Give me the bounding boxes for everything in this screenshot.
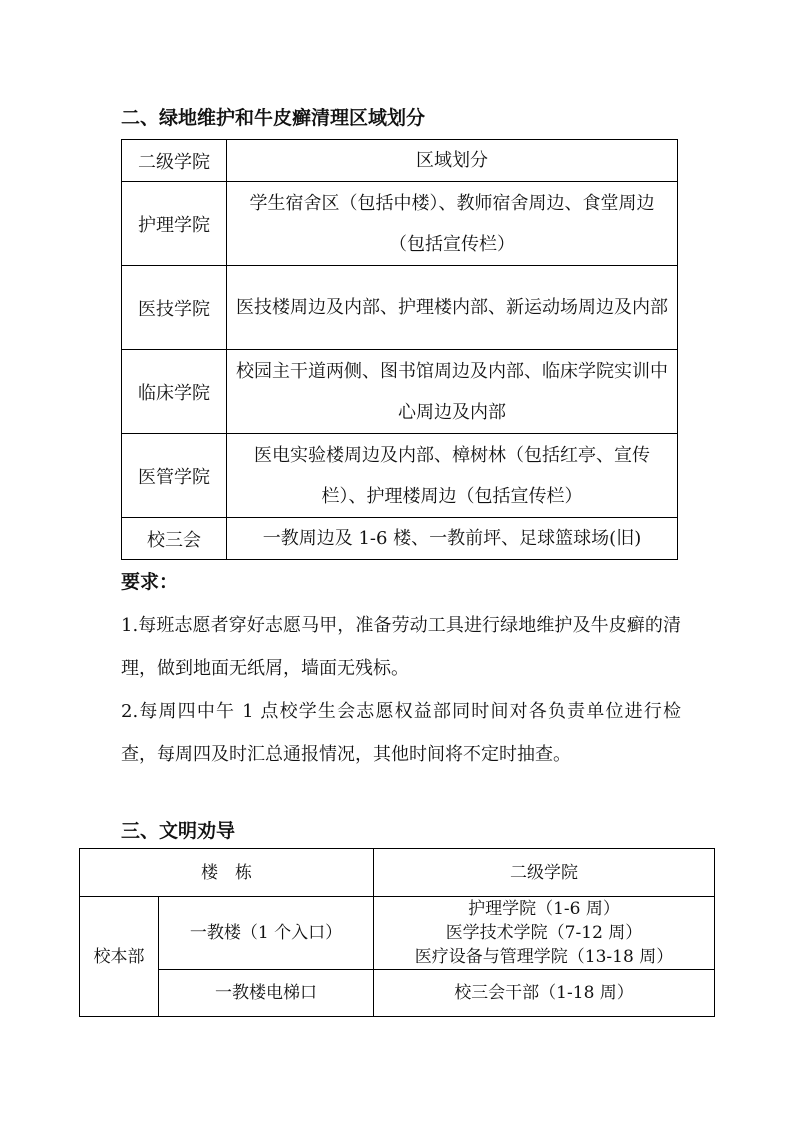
building-cell: 一教楼（1 个入口）	[159, 897, 374, 970]
table-row	[122, 182, 678, 266]
table-row	[80, 970, 715, 1017]
college-cell: 临床学院	[122, 350, 227, 434]
college-line: 医疗设备与管理学院（13-18 周）	[414, 947, 674, 967]
requirements-title: 要求：	[121, 571, 179, 593]
area-cell: 一教周边及 1-6 楼、一教前坪、足球篮球场(旧)	[227, 518, 678, 560]
table-row	[80, 897, 715, 970]
header-college: 二级学院	[374, 849, 715, 897]
table-header-row	[122, 140, 678, 182]
table-row	[122, 350, 678, 434]
college-cell: 医管学院	[122, 434, 227, 518]
college-line: 护理学院（1-6 周）	[468, 899, 620, 919]
table-row	[122, 434, 678, 518]
area-cell: 校园主干道两侧、图书馆周边及内部、临床学院实训中心周边及内部	[227, 350, 678, 434]
table-header-row	[80, 849, 715, 897]
college-line: 医学技术学院（7-12 周）	[445, 923, 643, 943]
campus-cell: 校本部	[80, 897, 159, 1017]
table-row	[122, 266, 678, 350]
header-building: 楼 栋	[80, 849, 374, 897]
colleges-cell	[374, 897, 715, 970]
section-3-title: 三、文明劝导	[121, 820, 236, 842]
area-cell: 医技楼周边及内部、护理楼内部、新运动场周边及内部	[227, 266, 678, 350]
college-cell: 医技学院	[122, 266, 227, 350]
header-college: 二级学院	[122, 140, 227, 182]
area-division-table	[121, 139, 678, 560]
college-cell: 护理学院	[122, 182, 227, 266]
colleges-cell	[374, 970, 715, 1017]
college-cell: 校三会	[122, 518, 227, 560]
requirement-item: 1.每班志愿者穿好志愿马甲，准备劳动工具进行绿地维护及牛皮癣的清理，做到地面无纸屑，墙面无残标。	[121, 615, 681, 679]
table-row	[122, 518, 678, 560]
area-cell: 医电实验楼周边及内部、樟树林（包括红亭、宣传栏）、护理楼周边（包括宣传栏）	[227, 434, 678, 518]
requirement-item: 2.每周四中午 1 点校学生会志愿权益部同时间对各负责单位进行检查，每周四及时汇总通报情况，其他时间将不定时抽查。	[121, 701, 681, 765]
building-cell: 一教楼电梯口	[159, 970, 374, 1017]
college-line: 校三会干部（1-18 周）	[454, 983, 634, 1003]
section-2-title: 二、绿地维护和牛皮癣清理区域划分	[121, 107, 426, 129]
civility-guidance-table	[79, 848, 715, 1017]
header-area: 区域划分	[227, 140, 678, 182]
area-cell: 学生宿舍区（包括中楼）、教师宿舍周边、食堂周边（包括宣传栏）	[227, 182, 678, 266]
